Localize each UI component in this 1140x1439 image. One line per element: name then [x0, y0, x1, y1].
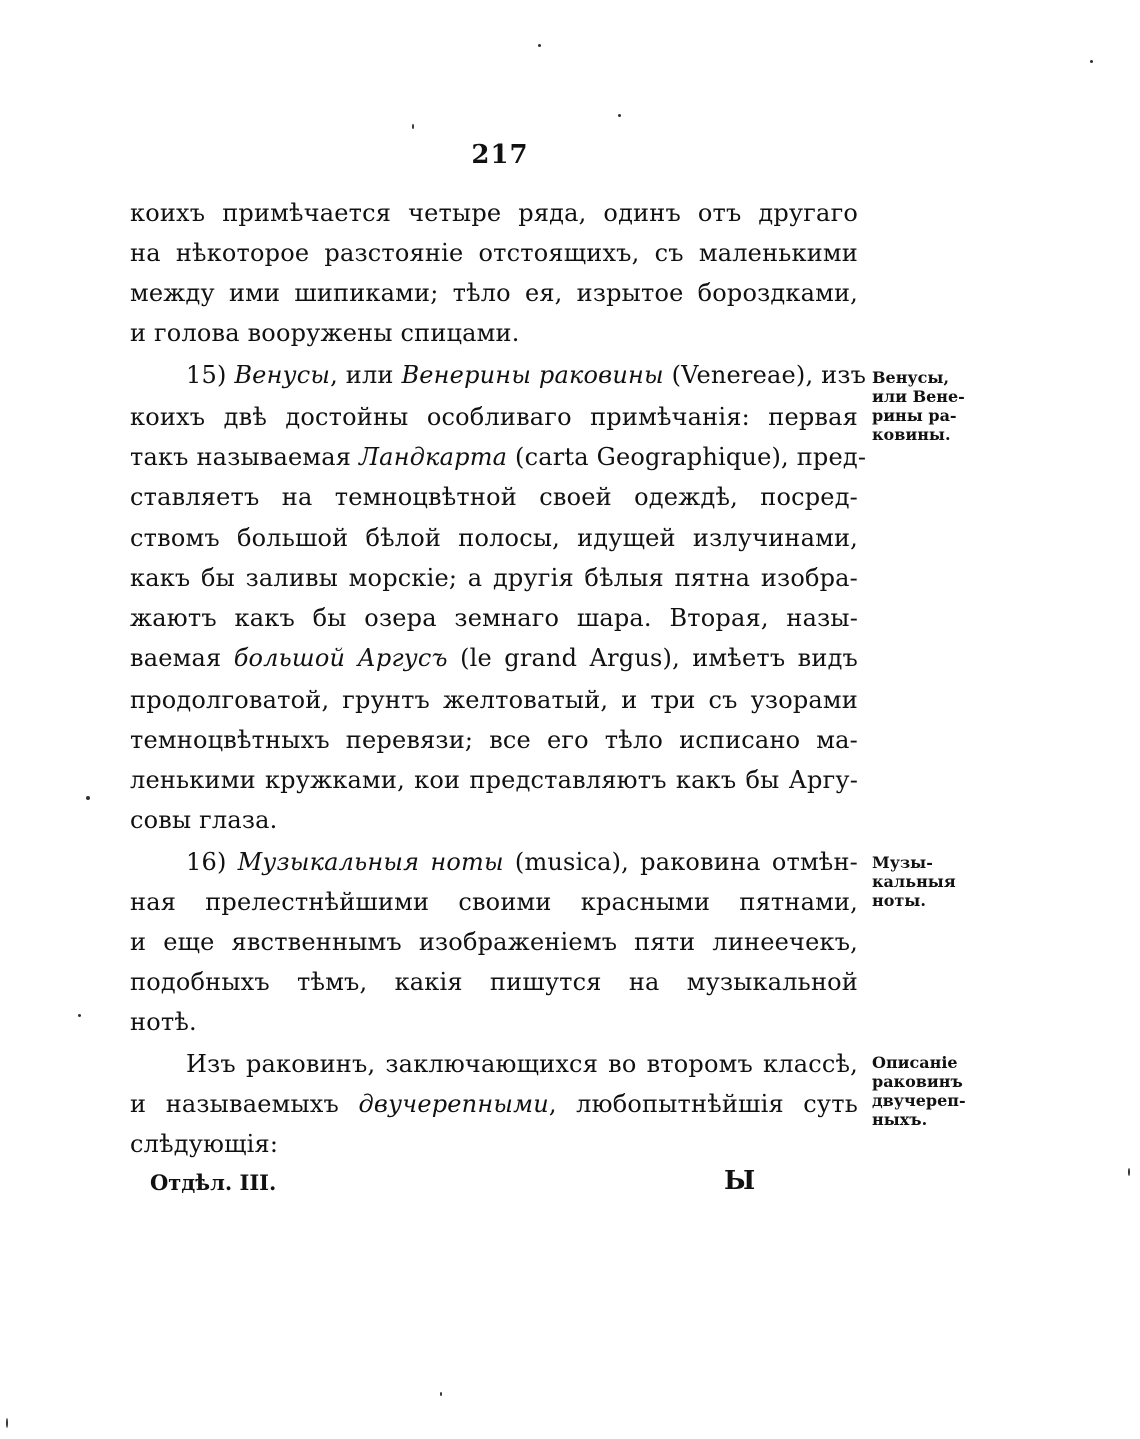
italic-term: Венерины раковины [401, 361, 664, 389]
scan-speck [6, 1418, 8, 1428]
italic-term: двучерепными [358, 1090, 549, 1118]
text-line: темноцвѣтныхъ перевязи; все его тѣло исписано ма- [130, 726, 858, 754]
margin-note-bivalve-description: Описаніе раковинъ двучереп- ныхъ. [872, 1053, 966, 1129]
text-line: такъ называемая Ландкарта (carta Geographique), пред- [130, 443, 867, 471]
text-line: нотѣ. [130, 1008, 197, 1036]
italic-term: большой Аргусъ [233, 644, 448, 672]
scan-speck [86, 796, 90, 800]
text-line: ленькими кружками, кои представляютъ какъ бы Аргу- [130, 766, 858, 794]
scan-speck [440, 1392, 442, 1396]
scan-speck [1090, 60, 1093, 63]
text-line: ставляетъ на темноцвѣтной своей одеждѣ, посред- [130, 483, 858, 511]
text-line: подобныхъ тѣмъ, какія пишутся на музыкальной [130, 968, 858, 996]
text-line: какъ бы заливы морскіе; а другія бѣлыя пятна изобра- [130, 564, 858, 592]
printer-signature: Отдѣл. III. [150, 1170, 277, 1195]
text-line: и голова вооружены спицами. [130, 319, 520, 347]
italic-term: Музыкальныя ноты [237, 848, 504, 876]
page-number: 217 [471, 140, 529, 170]
scan-speck [1128, 1168, 1130, 1176]
text-line: совы глаза. [130, 806, 278, 834]
text-line: на нѣкоторое разстояніе отстоящихъ, съ маленькими [130, 239, 858, 267]
text-line: ная прелестнѣйшими своими красными пятнами, [130, 888, 858, 916]
text-line: и еще явственнымъ изображеніемъ пяти линеечекъ, [130, 928, 858, 956]
text-line: ствомъ большой бѣлой полосы, идущей излучинами, [130, 524, 858, 552]
text-line: 15) Венусы, или Венерины раковины (Venereae), изъ [186, 361, 867, 389]
text-line: коихъ двѣ достойны особливаго примѣчанія: первая [130, 403, 858, 431]
text-line: Изъ раковинъ, заключающихся во второмъ классѣ, [186, 1050, 858, 1078]
text-line: жаютъ какъ бы озера земнаго шара. Вторая, назы- [130, 604, 858, 632]
sheet-letter: Ы [724, 1166, 756, 1196]
scan-speck [538, 44, 541, 47]
scan-speck [78, 1014, 81, 1017]
italic-term: Венусы [234, 361, 331, 389]
text-line: и называемыхъ двучерепными, любопытнѣйшія суть [130, 1090, 858, 1118]
text-line: между ими шипиками; тѣло ея, изрытое бороздками, [130, 279, 858, 307]
margin-note-musical-notes: Музы- кальныя ноты. [872, 853, 956, 910]
text-line: 16) Музыкальныя ноты (musica), раковина отмѣн- [186, 848, 858, 876]
text-line: слѣдующія: [130, 1130, 279, 1158]
italic-term: Ландкарта [358, 443, 508, 471]
scan-speck [412, 124, 414, 129]
text-line: коихъ примѣчается четыре ряда, одинъ отъ другаго [130, 199, 858, 227]
scan-speck [618, 114, 621, 117]
text-line: ваемая большой Аргусъ (le grand Argus), имѣетъ видъ [130, 644, 859, 672]
margin-note-venus-shells: Венусы, или Вене- рины ра- ковины. [872, 368, 965, 444]
text-line: продолговатой, грунтъ желтоватый, и три съ узорами [130, 686, 858, 714]
